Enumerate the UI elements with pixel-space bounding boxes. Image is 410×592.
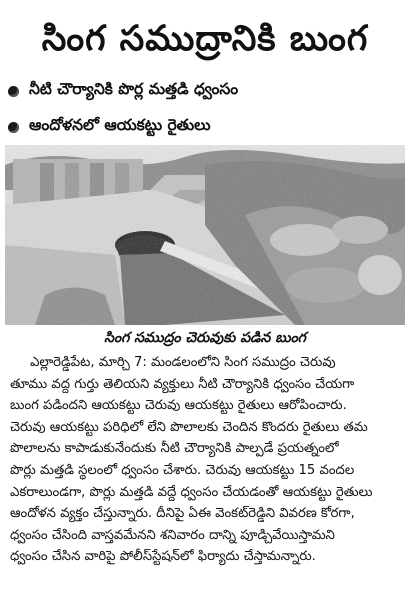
article-line: ఎల్లారెడ్డిపేట, మార్చి 7: మండలంలోని సింగ సముద్రం చెరువు xyxy=(30,355,336,370)
article-line: ఆందోళన వ్యక్తం చేస్తున్నారు. దీనిపై ఏఈ వెంకట్‌రెడ్డిని వివరణ కోరగా, xyxy=(10,506,355,522)
article-line: బుంగ పడిందని ఆయకట్టు చెరువు ఆయకట్టు రైతులు ఆరోపించారు. xyxy=(10,398,347,414)
bullet-text: ఆందోళనలో ఆయకట్టు రైతులు xyxy=(29,116,211,134)
article-line: పొర్లు మత్తడి స్థలంలో ధ్వంసం చేశారు. చెరువు ఆయకట్టు 15 వందల xyxy=(10,462,355,478)
bullet-item xyxy=(8,112,404,142)
photo-caption: సింగ సముద్రం చెరువుకు పడిన బుంగ xyxy=(104,330,306,346)
bullet-icon xyxy=(8,86,19,97)
pond-breach-photo-image xyxy=(5,145,405,325)
article-line: ఎకరాలుండగా, పొర్లు మత్తడి వద్దే ధ్వంసం చేయడంతో ఆయకట్టు రైతులు xyxy=(10,484,373,500)
article-line: చెరువు ఆయకట్టు పరిధిలో లేని పొలాలకు చెందిన కొందరు రైతులు తమ xyxy=(10,419,368,435)
article-body xyxy=(10,352,402,568)
bullet-item xyxy=(8,76,404,106)
bullet-icon xyxy=(8,122,19,133)
headline: సింగ సముద్రానికి బుంగ xyxy=(41,19,369,59)
article-line: ధ్వంసం చేసింది వాస్తవమేనని శనివారం దాన్ని పూడ్చివేయిస్తామని xyxy=(10,527,335,543)
article-line: తూము వద్ద గుర్తు తెలియని వ్యక్తులు నీటి చౌర్యానికి ధ్వంసం చేయగా xyxy=(10,376,355,392)
pond-breach-photo xyxy=(5,145,405,325)
bullet-text: నీటి చౌర్యానికి పొర్ల మత్తడి ధ్వంసం xyxy=(29,80,239,98)
article-line: ధ్వంసం చేసిన వారిపై పోలీస్‌స్టేషన్‌లో ఫిర్యాదు చేస్తామన్నారు. xyxy=(10,549,316,565)
article-line: పొలాలను కాపాడుకునేందుకు నీటి చౌర్యానికి పాల్పడే ప్రయత్నంలో xyxy=(10,441,339,457)
bullet-list xyxy=(8,76,404,148)
